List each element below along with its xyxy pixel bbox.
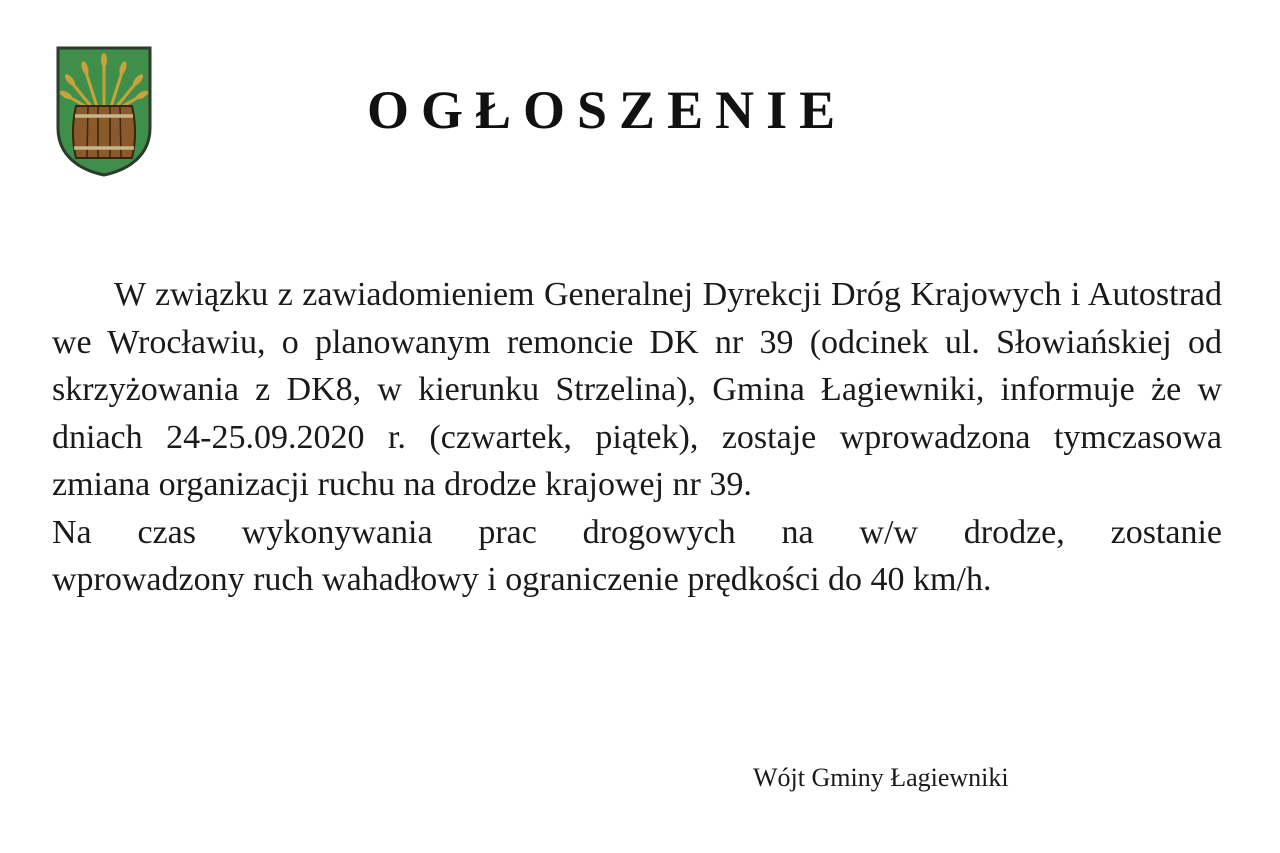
coat-of-arms-icon — [54, 44, 154, 178]
paragraph-line: Na czas wykonywania prac drogowych na w/w drodze, zostanie — [52, 513, 1222, 551]
announcement-body — [52, 271, 1222, 604]
paragraph-line: wprowadzony ruch wahadłowy i ograniczenie prędkości do 40 km/h. — [52, 561, 992, 598]
announcement-paragraph-second — [52, 509, 1222, 604]
page-title: OGŁOSZENIE — [367, 80, 848, 140]
signature: Wójt Gminy Łagiewniki — [753, 763, 1009, 792]
announcement-paragraph: W związku z zawiadomieniem Generalnej Dyrekcji Dróg Krajowych i Autostrad we Wrocławiu, o planowanym remoncie DK nr 39 (odcinek ul. Słowiańskiej od skrzyżowania z DK8, w kierunku Strzelina), Gmina Łagiewniki, informuje że w dniach 24-25.09.2020 r. (czwartek, piątek), zostaje wprowadzona tymczasowa zmiana organizacji ruchu na drodze krajowej nr 39. — [52, 276, 1222, 503]
